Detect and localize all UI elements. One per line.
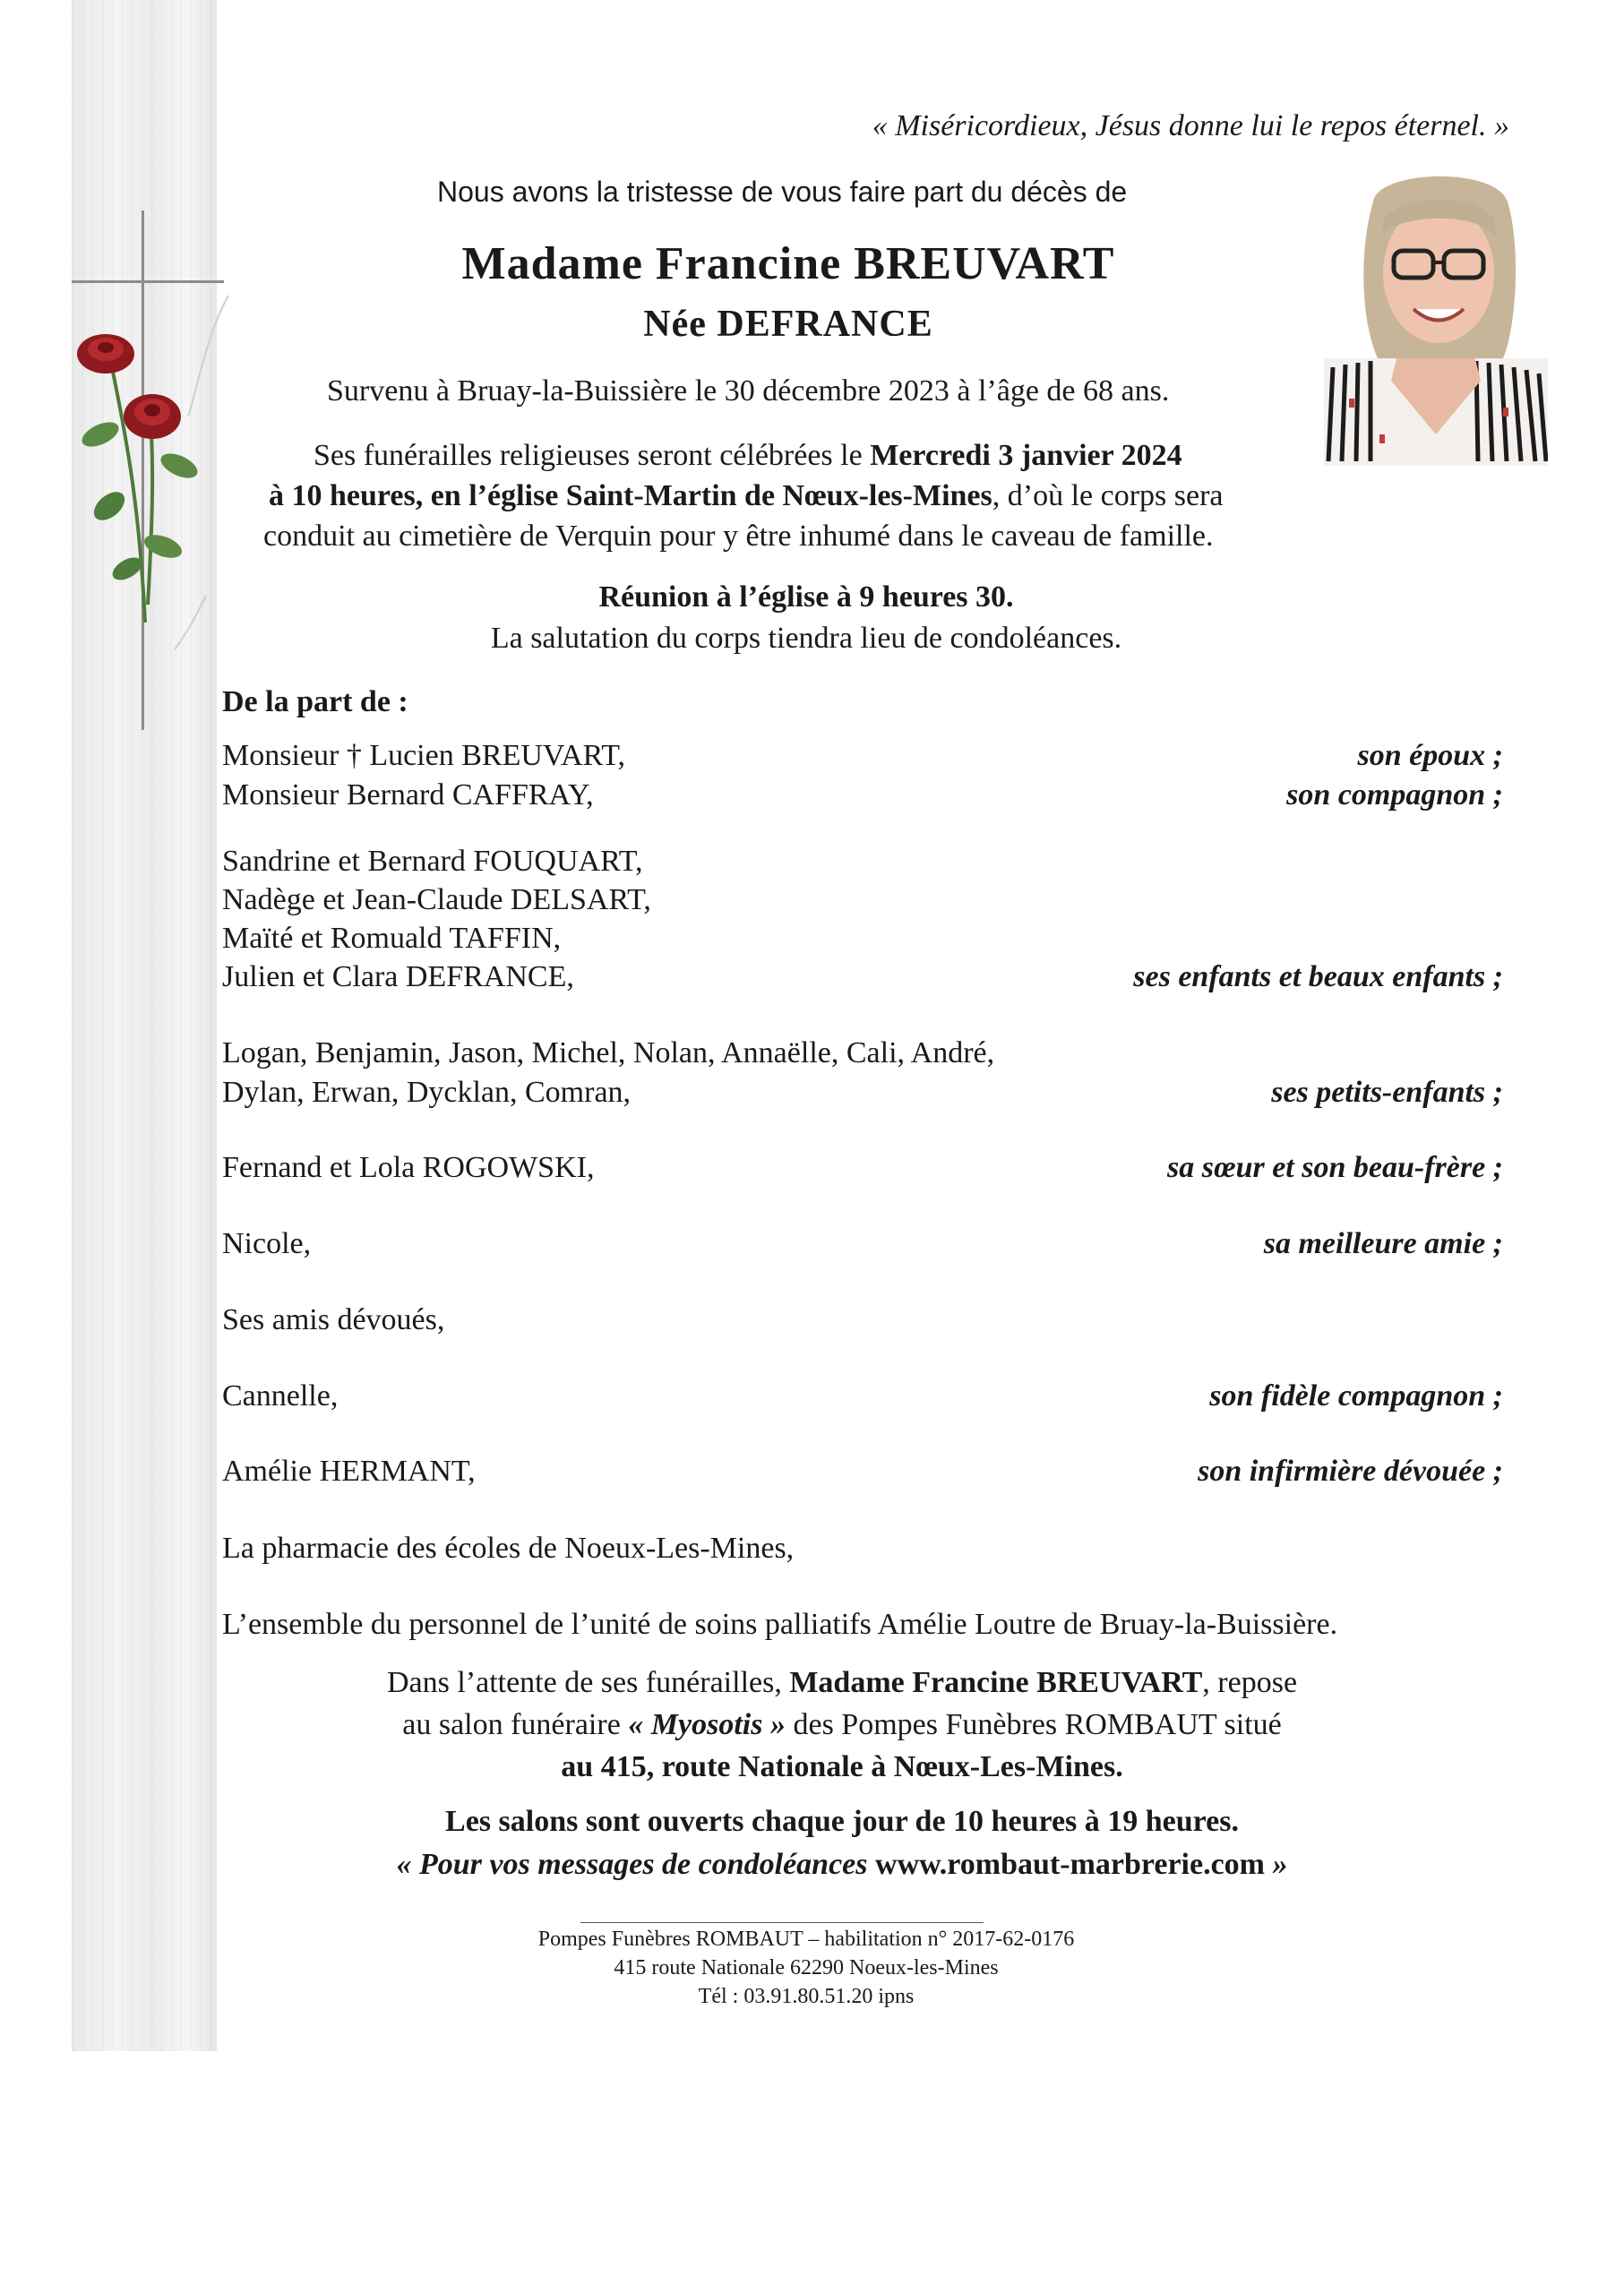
companion-role: son compagnon ; <box>1286 778 1503 812</box>
death-info: Survenu à Bruay-la-Buissière le 30 décembre 2023 à l’âge de 68 ans. <box>327 374 1170 408</box>
family-row-sister <box>222 1151 1503 1190</box>
footer-line-3: Tél : 03.91.80.51.20 ipns <box>698 1985 915 2008</box>
family-row-companion <box>222 778 1503 818</box>
maiden-name: Née DEFRANCE <box>643 304 933 345</box>
child-couple-1: Sandrine et Bernard FOUQUART, <box>222 845 643 878</box>
pharmacy: La pharmacie des écoles de Noeux-Les-Mines, <box>222 1532 795 1565</box>
grandchildren-line-1: Logan, Benjamin, Jason, Michel, Nolan, Annaëlle, Cali, André, <box>222 1036 995 1069</box>
child-couple-2: Nadège et Jean-Claude DELSART, <box>222 883 651 916</box>
family-row-spouse <box>222 739 1503 778</box>
epigraph-quote: « Miséricordieux, Jésus donne lui le repos éternel. » <box>872 109 1509 142</box>
devoted-friends: Ses amis dévoués, <box>222 1303 445 1336</box>
rose-top <box>77 334 134 374</box>
cross-vertical-beam <box>142 210 144 730</box>
cross-and-roses-illustration <box>63 202 242 739</box>
grandchildren-line-2: Dylan, Erwan, Dycklan, Comran, <box>222 1076 632 1109</box>
funeral-line-1: Ses funérailles religieuses seront célébrées le Mercredi 3 janvier 2024 <box>314 439 1182 472</box>
rose-bottom <box>124 394 181 439</box>
friend-role: sa meilleure amie ; <box>1263 1227 1503 1260</box>
opening-hours: Les salons sont ouverts chaque jour de 10 heures à 19 heures. <box>445 1805 1239 1838</box>
family-row-children <box>222 960 1503 1000</box>
funeral-line-2: à 10 heures, en l’église Saint-Martin de Nœux-les-Mines, d’où le corps sera <box>269 479 1224 512</box>
announcement-intro: Nous avons la tristesse de vous faire part du décès de <box>437 176 1128 208</box>
footer-line-2: 415 route Nationale 62290 Noeux-les-Mines <box>614 1956 999 1980</box>
family-row-grandchildren <box>222 1076 1503 1115</box>
friend-name: Nicole, <box>222 1227 312 1260</box>
pet-role: son fidèle compagnon ; <box>1209 1379 1503 1413</box>
family-row-friend <box>222 1227 1503 1267</box>
pet-name: Cannelle, <box>222 1379 339 1413</box>
website-link[interactable]: www.rombaut-marbrerie.com <box>875 1848 1265 1881</box>
children-role: ses enfants et beaux enfants ; <box>1133 960 1503 993</box>
nurse-name: Amélie HERMANT, <box>222 1455 476 1488</box>
child-couple-3: Maïté et Romuald TAFFIN, <box>222 922 562 955</box>
rest-line-1: Dans l’attente de ses funérailles, Madame Francine BREUVART, repose <box>386 1666 1298 1699</box>
family-row-nurse <box>222 1455 1503 1494</box>
rest-line-2: au salon funéraire « Myosotis » des Pompes Funèbres ROMBAUT situé <box>402 1708 1282 1741</box>
deceased-name: Madame Francine BREUVART <box>461 238 1115 289</box>
spouse-name: Monsieur † Lucien BREUVART, <box>222 739 626 772</box>
footer-divider <box>580 1922 984 1923</box>
sister-role: sa sœur et son beau-frère ; <box>1167 1151 1503 1184</box>
companion-name: Monsieur Bernard CAFFRAY, <box>222 778 594 812</box>
grandchildren-role: ses petits-enfants ; <box>1271 1076 1503 1109</box>
portrait-photo <box>1324 166 1548 466</box>
sister-name: Fernand et Lola ROGOWSKI, <box>222 1151 595 1184</box>
footer-line-1: Pompes Funèbres ROMBAUT – habilitation n° 2017-62-0176 <box>537 1928 1075 1951</box>
family-row-pet <box>222 1379 1503 1419</box>
rest-address: au 415, route Nationale à Nœux-Les-Mines. <box>561 1750 1123 1783</box>
spouse-role: son époux ; <box>1357 739 1503 772</box>
salutation-note: La salutation du corps tiendra lieu de condoléances. <box>490 622 1122 655</box>
from-heading: De la part de : <box>222 685 408 718</box>
condolence-messages: « Pour vos messages de condoléances www.rombaut-marbrerie.com » <box>396 1848 1288 1881</box>
nurse-role: son infirmière dévouée ; <box>1198 1455 1503 1488</box>
palliative-staff: L’ensemble du personnel de l’unité de soins palliatifs Amélie Loutre de Bruay-la-Buissière. <box>222 1608 1338 1641</box>
funeral-line-3: conduit au cimetière de Verquin pour y être inhumé dans le caveau de famille. <box>263 520 1214 553</box>
cross-horizontal-beam <box>72 280 224 283</box>
child-couple-4: Julien et Clara DEFRANCE, <box>222 960 574 993</box>
meeting-time: Réunion à l’église à 9 heures 30. <box>598 580 1014 614</box>
